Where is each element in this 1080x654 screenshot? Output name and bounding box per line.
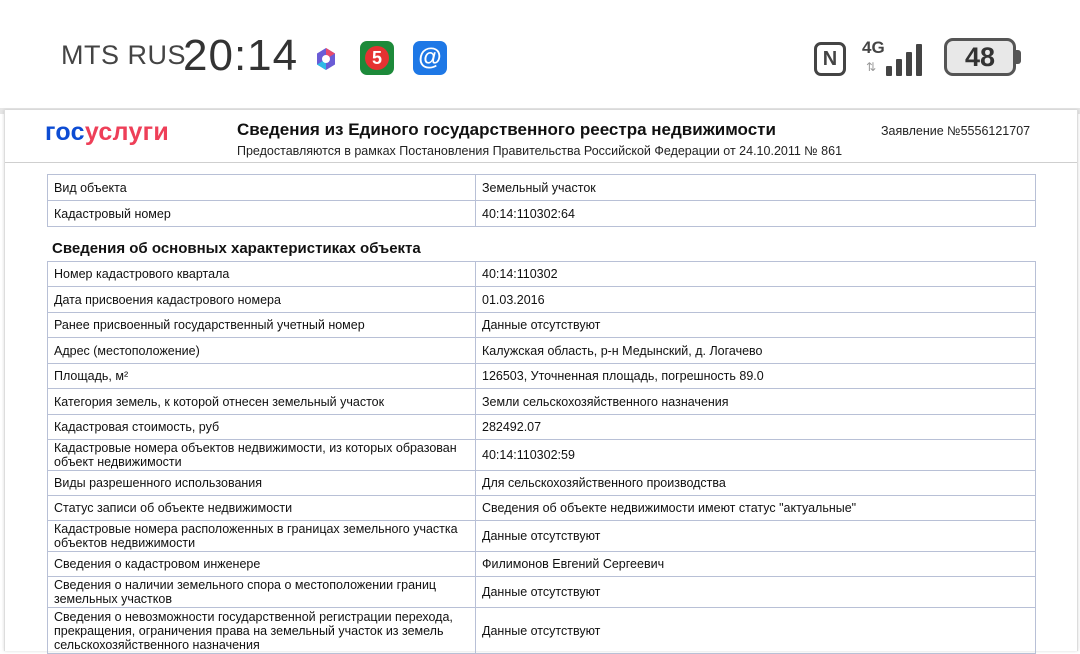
table-row [48,496,1036,521]
row-value: Данные отсутствуют [476,313,1036,338]
row-label: Сведения о наличии земельного спора о местоположении границ земельных участков [48,577,476,608]
battery-level: 48 [964,42,996,72]
row-label: Кадастровые номера расположенных в границах земельного участка объектов недвижимости [48,521,476,552]
table-row [48,287,1036,313]
nfc-icon: N [814,42,846,76]
section-title: Сведения об основных характеристиках объекта [52,240,421,257]
row-value: Данные отсутствуют [476,608,1036,654]
table-row [48,440,1036,471]
row-label: Ранее присвоенный государственный учетный номер [48,313,476,338]
row-value: 126503, Уточненная площадь, погрешность 89.0 [476,364,1036,389]
object-table [47,174,1036,227]
signal-icon [882,40,930,76]
row-value: 40:14:110302:59 [476,440,1036,471]
table-row [48,415,1036,440]
table-row [48,552,1036,577]
battery-tip [1016,50,1021,64]
header-divider [5,162,1077,163]
row-value: Для сельскохозяйственного производства [476,471,1036,496]
row-value: Филимонов Евгений Сергеевич [476,552,1036,577]
table-row [48,521,1036,552]
document-title: Сведения из Единого государственного реестра недвижимости [237,120,776,139]
table-row [48,364,1036,389]
row-label: Номер кадастрового квартала [48,262,476,287]
pyaterochka-app-icon: 5 [360,41,394,75]
table-row [48,389,1036,415]
document-page[interactable] [4,110,1078,651]
document-subtitle: Предоставляются в рамках Постановления Правительства Российской Федерации от 24.10.2011 № 861 [237,144,843,158]
row-label: Кадастровая стоимость, руб [48,415,476,440]
clock: 20:14 [183,31,299,80]
row-value: 40:14:110302:64 [476,201,1036,227]
row-label: Адрес (местоположение) [48,338,476,364]
row-label: Сведения о кадастровом инженере [48,552,476,577]
table-row [48,338,1036,364]
table-row [48,262,1036,287]
table-row [48,577,1036,608]
row-value: 40:14:110302 [476,262,1036,287]
characteristics-table [47,261,1036,654]
table-row [48,608,1036,654]
row-label: Категория земель, к которой отнесен земельный участок [48,389,476,415]
row-label: Статус записи об объекте недвижимости [48,496,476,521]
table-row [48,471,1036,496]
row-label: Вид объекта [48,175,476,201]
row-label: Площадь, м² [48,364,476,389]
application-number: Заявление №5556121707 [881,124,1031,138]
row-value: Данные отсутствуют [476,577,1036,608]
network-type: 4G [862,38,885,57]
table-row [48,175,1036,201]
row-value: Земельный участок [476,175,1036,201]
carrier-label: MTS RUS [61,40,186,70]
gosuslugi-logo: госуслуги [45,118,170,146]
pin-app-icon [312,45,340,73]
data-arrows-icon: ⇅ [866,60,877,74]
row-value: Данные отсутствуют [476,521,1036,552]
row-label: Виды разрешенного использования [48,471,476,496]
row-value: 282492.07 [476,415,1036,440]
row-value: Земли сельскохозяйственного назначения [476,389,1036,415]
table-row [48,201,1036,227]
table-row [48,313,1036,338]
row-label: Кадастровый номер [48,201,476,227]
row-value: 01.03.2016 [476,287,1036,313]
row-label: Сведения о невозможности государственной регистрации перехода, прекращения, ограничения права на земельный участок из земель сельскохозяйственного назначения [48,608,476,654]
status-bar [0,0,1080,108]
mail-app-icon: @ [413,41,447,75]
row-label: Дата присвоения кадастрового номера [48,287,476,313]
row-value: Сведения об объекте недвижимости имеют статус "актуальные" [476,496,1036,521]
battery-icon [944,38,1016,76]
row-value: Калужская область, р-н Медынский, д. Логачево [476,338,1036,364]
row-label: Кадастровые номера объектов недвижимости, из которых образован объект недвижимости [48,440,476,471]
